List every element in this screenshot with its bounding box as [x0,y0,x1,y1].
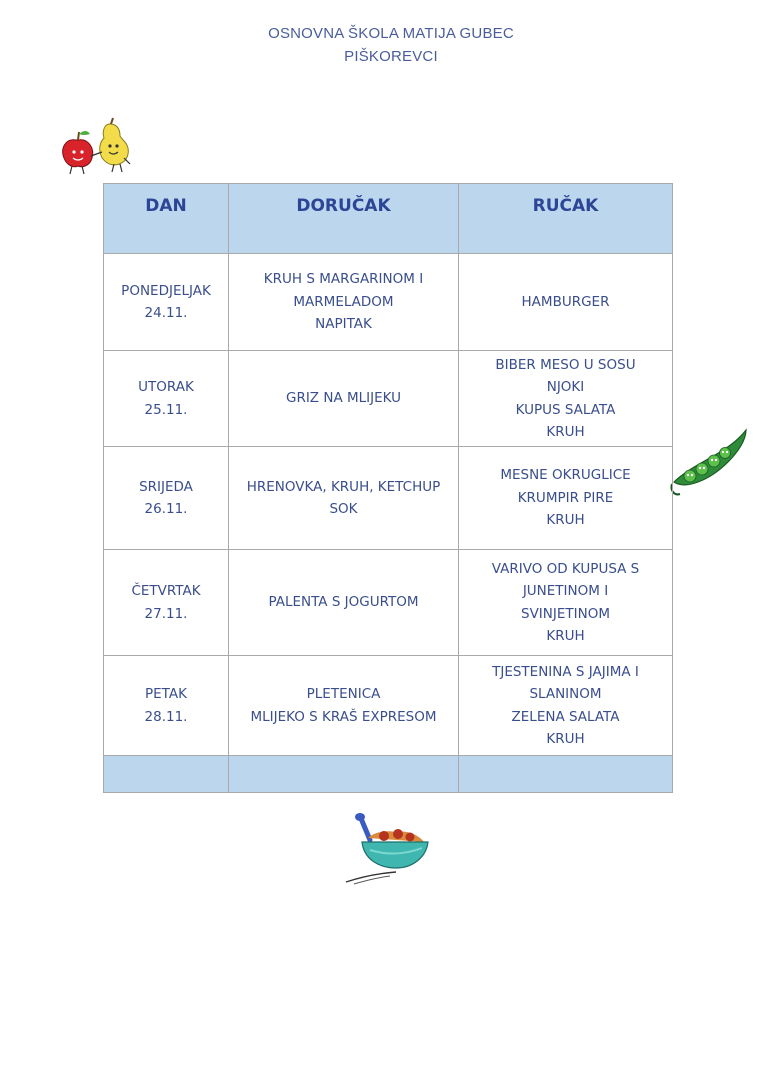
lunch-cell-line: KRUH [546,628,585,644]
table-footer-row [104,756,673,793]
apple-pear-icon [58,116,134,178]
day-cell-line: 24.11. [144,305,188,321]
breakfast-cell [229,550,459,656]
day-cell-line: 27.11. [144,605,188,622]
column-header-day: DAN [104,184,229,254]
lunch-cell-line: ZELENA SALATA [511,708,620,725]
lunch-cell [459,550,673,656]
school-place: PIŠKOREVCI [344,48,438,65]
lunch-cell [459,351,673,447]
school-name: OSNOVNA ŠKOLA MATIJA GUBEC [268,25,514,42]
breakfast-cell-line: GRIZ NA MLIJEKU [285,390,402,407]
lunch-cell [459,656,673,756]
breakfast-cell-line: MARMELADOM [293,293,394,310]
lunch-cell-line: TJESTENINA S JAJIMA I [492,663,639,680]
footer-cell [104,756,229,793]
table-row [104,550,673,656]
lunch-cell-line: KRUH [546,424,585,440]
day-cell-line: 26.11. [144,501,188,517]
lunch-cell-line: NJOKI [546,379,585,395]
column-header-lunch: RUČAK [459,184,673,254]
lunch-cell-line: KUPUS SALATA [515,401,616,418]
breakfast-cell-line: PLETENICA [306,686,381,702]
table-row [104,254,673,351]
lunch-cell [459,447,673,550]
lunch-cell-line: SVINJETINOM [521,605,610,622]
table-row [104,656,673,756]
column-header-breakfast: DORUČAK [229,184,459,254]
spaghetti-bowl-icon [340,812,436,888]
lunch-cell-line: JUNETINOM I [522,583,609,599]
breakfast-cell [229,656,459,756]
day-cell [104,254,229,351]
day-cell [104,447,229,550]
breakfast-cell [229,351,459,447]
lunch-cell-line: HAMBURGER [521,293,610,310]
day-cell-line: PETAK [145,686,187,702]
table-header-row [104,184,673,254]
breakfast-cell-line: MLIJEKO S KRAŠ EXPRESOM [250,708,437,725]
lunch-cell-line: KRUH [546,731,585,747]
lunch-cell-line: SLANINOM [529,686,602,702]
peas-pod-icon [668,424,752,504]
table-row [104,351,673,447]
day-cell [104,656,229,756]
footer-cell [459,756,673,793]
menu-body [104,254,673,793]
menu-table [103,183,673,793]
page-header [0,22,782,68]
day-cell-line: SRIJEDA [139,478,193,495]
footer-cell [229,756,459,793]
lunch-cell-line: MESNE OKRUGLICE [500,467,631,484]
breakfast-cell-line: PALENTA S JOGURTOM [268,594,419,611]
breakfast-cell-line: NAPITAK [315,316,372,333]
lunch-cell [459,254,673,351]
breakfast-cell-line: KRUH S MARGARINOM I [263,271,424,288]
day-cell-line: PONEDJELJAK [121,282,211,299]
day-cell-line: ČETVRTAK [131,583,201,599]
table-row [104,447,673,550]
day-cell [104,550,229,656]
lunch-cell-line: BIBER MESO U SOSU [495,356,636,373]
day-cell-line: 25.11. [144,401,188,418]
day-cell [104,351,229,447]
breakfast-cell-line: SOK [329,501,358,517]
day-cell-line: UTORAK [138,379,194,395]
lunch-cell-line: VARIVO OD KUPUSA S [491,560,640,577]
lunch-cell-line: KRUMPIR PIRE [517,489,614,506]
day-cell-line: 28.11. [144,708,188,725]
breakfast-cell [229,254,459,351]
lunch-cell-line: KRUH [546,512,585,529]
breakfast-cell [229,447,459,550]
breakfast-cell-line: HRENOVKA, KRUH, KETCHUP [246,478,441,495]
